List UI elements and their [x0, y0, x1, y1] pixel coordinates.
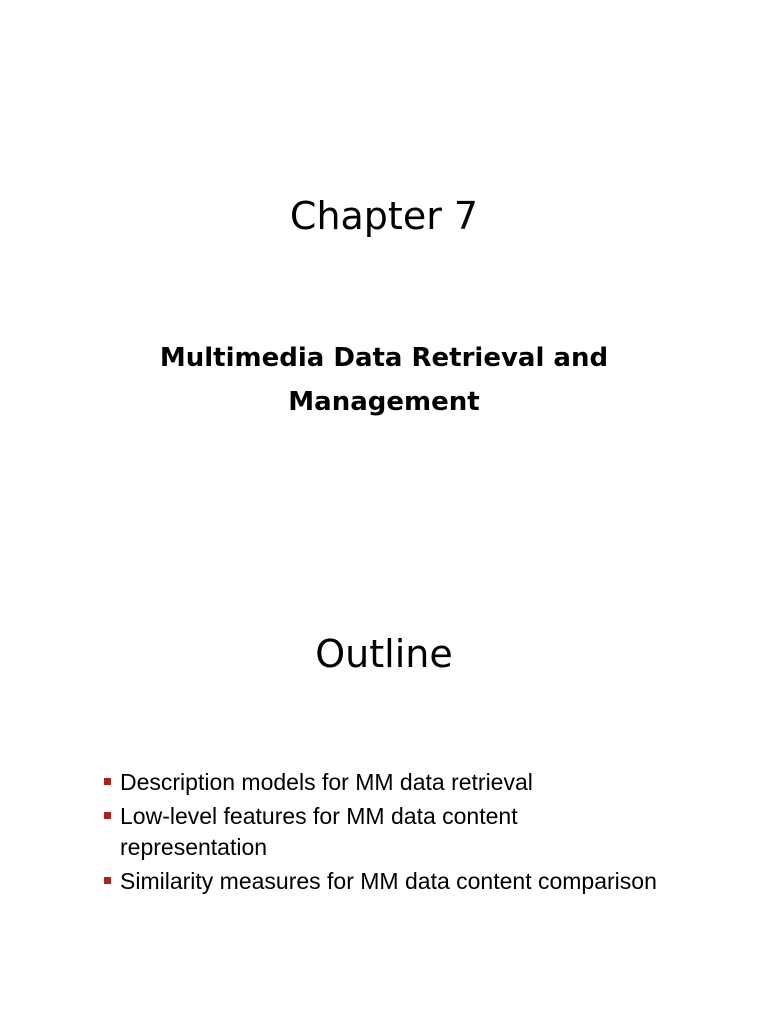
- list-item: [100, 801, 660, 864]
- square-bullet-icon: [104, 812, 111, 819]
- list-item-text: Low-level features for MM data content representation: [120, 802, 518, 860]
- chapter-subtitle: Multimedia Data Retrieval and Management: [159, 343, 609, 417]
- outline-slide: [0, 512, 768, 1024]
- outline-title: Outline: [315, 632, 453, 676]
- list-item: [100, 866, 660, 898]
- square-bullet-icon: [104, 778, 111, 785]
- list-item-text: Description models for MM data retrieval: [120, 769, 533, 795]
- list-item: [100, 767, 660, 799]
- square-bullet-icon: [104, 877, 111, 884]
- outline-list: [100, 767, 660, 899]
- list-item-text: Similarity measures for MM data content comparison: [120, 867, 657, 894]
- chapter-title: Chapter 7: [289, 194, 479, 238]
